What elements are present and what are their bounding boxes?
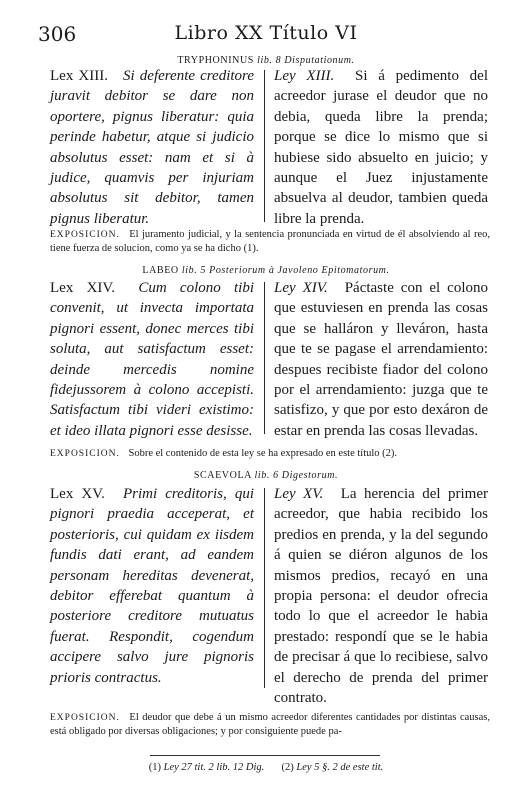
footnote-reference: Ley 27 tit. 2 lib. 12 Dig.	[163, 762, 265, 773]
footnote-mark: (1)	[148, 762, 161, 773]
latin-text-column	[50, 484, 254, 688]
source-author: LABEO	[142, 265, 179, 276]
column-divider	[264, 282, 265, 434]
latin-law-text: Si deferente creditore juravit debitor se dare non oportere, pignus liberatur: quia perinde habetur, atque si judicio absolutus esset: nam et si à judice, quamvis per injuriam absolutus sit debitor, tamen pignus liberatur.	[50, 68, 254, 227]
spanish-law-text: La herencia del primer acreedor, que habia recibido los predios en prenda, y la del segundo á quien se diéron algunos de los mismos predios, recayó en una propia persona: el deudor ofrecia todo lo que el acreedor le habia prestado: respondí que se le habia de precisar á que lo recibiese, salvo el derecho de prenda del primer contrato.	[274, 486, 488, 707]
source-author: SCAEVOLA	[193, 470, 252, 481]
latin-text-column	[50, 278, 254, 441]
exposition-note	[50, 447, 490, 461]
exposition-text: El deudor que debe á un mismo acreedor diferentes cantidades por distintas causas, está obligado por diversas obligaciones; y por consiguiente puede pa-	[50, 712, 490, 737]
spanish-law-text: Páctaste con el colono que estuviesen en prenda las cosas que se halláron y lleváron, hasta que te se pagase el arrendamiento: despues recibiste fiador del colono por el arrendamiento: juzga que te satisfizo, y que por esto dexáron de estar en prenda las cosas llevadas.	[274, 280, 488, 439]
footnote-reference: Ley 5 §. 2 de este tit.	[296, 762, 384, 773]
exposition-text: El juramento judicial, y la sentencia pronunciada en virtud de él absolviendo al reo, tiene fuerza de solucion, como ya se ha dicho (1).	[50, 229, 491, 254]
column-divider	[264, 488, 265, 688]
exposition-label: EXPOSICION.	[50, 230, 120, 240]
latin-law-label: Lex XIII.	[50, 68, 108, 84]
latin-law-label: Lex XV.	[50, 486, 105, 502]
footnotes	[60, 762, 472, 773]
latin-law-text: Cum colono tibi convenit, ut invecta importata pignori essent, donec merces tibi soluta, aut satisfactum esset: deinde mercedis nomine fidejussorem à colono accepisti. Satisfactum tibi videri existimo: et ideo illata pignori esse desisse.	[50, 280, 255, 439]
exposition-label: EXPOSICION.	[50, 449, 120, 459]
source-heading	[0, 470, 532, 481]
spanish-text-column	[274, 484, 488, 708]
page-number: 306	[38, 22, 77, 46]
latin-law-text: Primi creditoris, qui pignori praedia acceperat, et posterioris, cui quidam ex iisdem fundis dati erant, ad eandem personam hereditas devenerat, debitor efferebat quantum à posteriore creditore mutuatus fuerat. Respondit, cogendum accipere salvo jure pignoris prioris contractus.	[50, 486, 255, 686]
exposition-label: EXPOSICION.	[50, 713, 120, 723]
running-title: Libro XX Título VI	[174, 22, 358, 44]
footnote-rule	[150, 755, 380, 756]
spanish-law-text: Si á pedimento del acreedor jurase el deudor que no debia, queda libre la prenda; porque se dice lo mismo que si hubiese sido absuelto en juicio; y aunque el Juez injustamente absuelva al deudor, tambien queda libre la prenda.	[274, 68, 489, 227]
source-work: lib. 8 Disputationum.	[257, 55, 355, 66]
column-divider	[264, 70, 265, 222]
footnote-mark: (2)	[281, 762, 294, 773]
source-work: lib. 5 Posteriorum à Javoleno Epitomatorum.	[181, 265, 390, 276]
source-heading	[0, 265, 532, 276]
latin-text-column	[50, 66, 254, 229]
source-author: TRYPHONINUS	[177, 55, 254, 66]
exposition-text: Sobre el contenido de esta ley se ha expresado en este título (2).	[128, 448, 398, 459]
latin-law-label: Lex XIV.	[50, 280, 116, 296]
exposition-note	[50, 711, 490, 739]
spanish-law-label: Ley XIV.	[274, 280, 328, 296]
exposition-note	[50, 228, 490, 256]
page-header	[38, 22, 494, 48]
spanish-text-column	[274, 66, 488, 229]
source-heading	[0, 55, 532, 66]
spanish-text-column	[274, 278, 488, 441]
spanish-law-label: Ley XV.	[274, 486, 324, 502]
source-work: lib. 6 Digestorum.	[254, 470, 339, 481]
spanish-law-label: Ley XIII.	[274, 68, 335, 84]
